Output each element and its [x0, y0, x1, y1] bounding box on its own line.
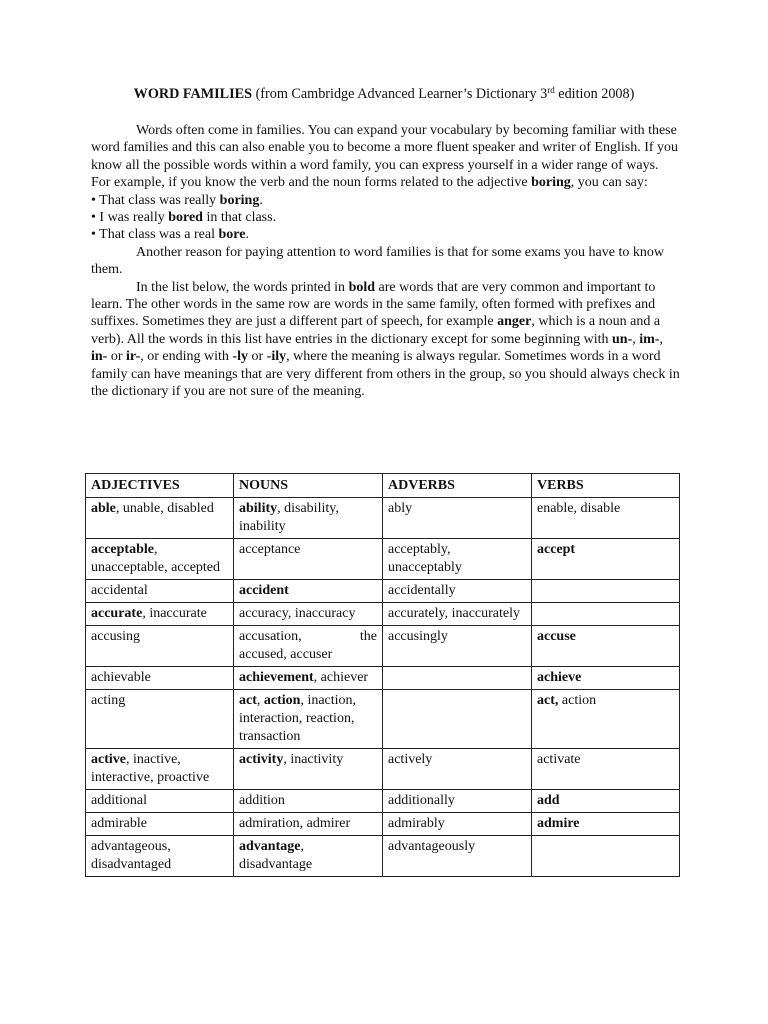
adjective-cell: accusing — [86, 626, 234, 667]
bold-term: im- — [639, 331, 660, 347]
noun-cell — [234, 580, 383, 603]
text: • That class was really — [91, 192, 220, 208]
word-list: , disadvantage — [239, 839, 313, 872]
verb-cell — [532, 667, 680, 690]
bold-term: bored — [168, 210, 203, 226]
verb-cell — [532, 690, 680, 749]
bold-term: -ly — [232, 349, 248, 365]
adjective-cell: accidental — [86, 580, 234, 603]
bold-term: boring — [219, 192, 260, 208]
text: or — [107, 349, 127, 365]
noun-cell — [234, 836, 383, 877]
bold-word: accuse — [537, 629, 576, 644]
adverb-cell: acceptably, unacceptably — [383, 539, 532, 580]
text: . — [245, 227, 249, 243]
adjective-cell: achievable — [86, 667, 234, 690]
table-row — [86, 790, 680, 813]
adjective-cell: advantageous, disadvantaged — [86, 836, 234, 877]
text: Words often come in families. You can expand your vocabulary by becoming familiar with these word families and this can also enable you to become a more fluent speaker and writer of English. If you know all the possible words within a word family, you can express yourself in a wider range of ways. For example, if you know the verb and the noun forms related to the adjective — [91, 123, 679, 191]
noun-cell — [234, 667, 383, 690]
table-row — [86, 813, 680, 836]
table-row — [86, 749, 680, 790]
bold-term: in- — [91, 349, 108, 365]
text: In the list below, the words printed in — [136, 279, 349, 295]
adjective-cell — [86, 749, 234, 790]
bold-word: achievement — [239, 670, 314, 685]
bold-word: ability — [239, 501, 278, 516]
title-source: (from Cambridge Advanced Learner’s Dictionary 3 — [252, 86, 548, 102]
adverb-cell: advantageously — [383, 836, 532, 877]
adverb-cell — [383, 667, 532, 690]
adverb-cell: actively — [383, 749, 532, 790]
word-list: , unacceptable, accepted — [91, 542, 221, 575]
bold-term: anger — [497, 314, 532, 330]
word-list: , inaccurate — [142, 606, 207, 621]
intro-paragraph-1 — [91, 122, 681, 192]
text: , where the meaning is always regular. Sometimes words in a word family can have meanings that are very different from others in the group, so you should always check in the dictionary if you are not sure of the meaning. — [91, 349, 680, 400]
table-header-row — [86, 474, 680, 498]
verb-cell — [532, 790, 680, 813]
word-list: accused, accuser — [239, 647, 333, 662]
header-adjectives: ADJECTIVES — [86, 474, 234, 498]
verb-cell — [532, 626, 680, 667]
word-list: , inactivity — [283, 752, 344, 767]
adverb-cell: ably — [383, 498, 532, 539]
adverb-cell: accidentally — [383, 580, 532, 603]
adjective-cell: admirable — [86, 813, 234, 836]
bold-term: -ily — [266, 349, 287, 365]
noun-cell: accuracy, inaccuracy — [234, 603, 383, 626]
document-title — [0, 86, 768, 103]
table-row — [86, 626, 680, 667]
separator: , — [256, 693, 264, 708]
title-edition: edition 2008) — [554, 86, 635, 102]
text: , which is a noun and a verb). All the words in this list have entries in the dictionary except for some beginning with — [91, 314, 661, 347]
word-list: action — [558, 693, 597, 708]
intro-paragraph-2: Another reason for paying attention to word families is that for some exams you have to know them. — [91, 244, 664, 278]
bold-word: active — [91, 752, 126, 767]
noun-cell: addition — [234, 790, 383, 813]
text: • I was really — [91, 210, 169, 226]
noun-cell: admiration, admirer — [234, 813, 383, 836]
adjective-cell — [86, 498, 234, 539]
text: in that class. — [202, 210, 277, 226]
text: , — [632, 331, 640, 347]
noun-cell — [234, 626, 383, 667]
bold-word: advantage — [239, 839, 301, 854]
verb-cell — [532, 539, 680, 580]
bold-word: acceptable — [91, 542, 154, 557]
bold-term: ir- — [126, 349, 141, 365]
adjective-cell: acting — [86, 690, 234, 749]
word-list: , inactive, interactive, proactive — [91, 752, 210, 785]
bold-word: admire — [537, 816, 580, 831]
adverb-cell — [383, 690, 532, 749]
text: or — [247, 349, 267, 365]
example-bullet-1 — [91, 192, 681, 209]
table-row — [86, 603, 680, 626]
noun-cell — [234, 498, 383, 539]
bold-word: accurate — [91, 606, 143, 621]
bold-term: bold — [348, 279, 376, 295]
header-adverbs: ADVERBS — [383, 474, 532, 498]
adverb-cell: admirably — [383, 813, 532, 836]
text: • That class was a real — [91, 227, 219, 243]
adjective-cell — [86, 603, 234, 626]
bold-word: action — [263, 693, 301, 708]
bold-word: act, — [537, 693, 559, 708]
intro-paragraph-3 — [91, 279, 681, 401]
word-list: accusation, the — [239, 629, 377, 644]
verb-cell — [532, 603, 680, 626]
table-row — [86, 836, 680, 877]
table-row — [86, 539, 680, 580]
bold-term: bore — [218, 227, 246, 243]
bold-term: boring — [531, 175, 571, 191]
text: , — [659, 331, 663, 347]
table-row — [86, 580, 680, 603]
adverb-cell: accurately, inaccurately — [383, 603, 532, 626]
title-superscript: rd — [547, 85, 555, 95]
verb-cell — [532, 813, 680, 836]
example-bullet-3 — [91, 226, 681, 243]
noun-cell — [234, 690, 383, 749]
example-bullet-2 — [91, 209, 681, 226]
adjective-cell: additional — [86, 790, 234, 813]
bold-word: add — [537, 793, 560, 808]
bold-term: un- — [612, 331, 633, 347]
table-row — [86, 498, 680, 539]
bold-word: act — [239, 693, 257, 708]
adjective-cell — [86, 539, 234, 580]
word-list: , inaction, interaction, reaction, transaction — [239, 693, 357, 744]
header-verbs: VERBS — [532, 474, 680, 498]
verb-cell: activate — [532, 749, 680, 790]
adverb-cell: additionally — [383, 790, 532, 813]
bold-word: achieve — [537, 670, 582, 685]
text: , or ending with — [140, 349, 233, 365]
word-families-table — [85, 473, 680, 877]
bold-word: able — [91, 501, 116, 516]
table-row — [86, 667, 680, 690]
bold-word: activity — [239, 752, 284, 767]
verb-cell — [532, 580, 680, 603]
verb-cell — [532, 836, 680, 877]
introduction — [91, 122, 681, 401]
noun-cell: acceptance — [234, 539, 383, 580]
word-list: , unable, disabled — [115, 501, 214, 516]
bold-word: accident — [239, 583, 289, 598]
text: , you can say: — [570, 175, 648, 191]
noun-cell — [234, 749, 383, 790]
word-list: , disability, inability — [239, 501, 339, 534]
title-bold: WORD FAMILIES — [133, 86, 253, 102]
adverb-cell: accusingly — [383, 626, 532, 667]
verb-cell: enable, disable — [532, 498, 680, 539]
table-row — [86, 690, 680, 749]
text: . — [259, 192, 263, 208]
header-nouns: NOUNS — [234, 474, 383, 498]
text: are words that are very common and important to learn. The other words in the same row are words in the same family, often formed with prefixes and suffixes. Sometimes they are just a different part of speech, for example — [91, 279, 656, 330]
word-list: , achiever — [313, 670, 369, 685]
bold-word: accept — [537, 542, 576, 557]
